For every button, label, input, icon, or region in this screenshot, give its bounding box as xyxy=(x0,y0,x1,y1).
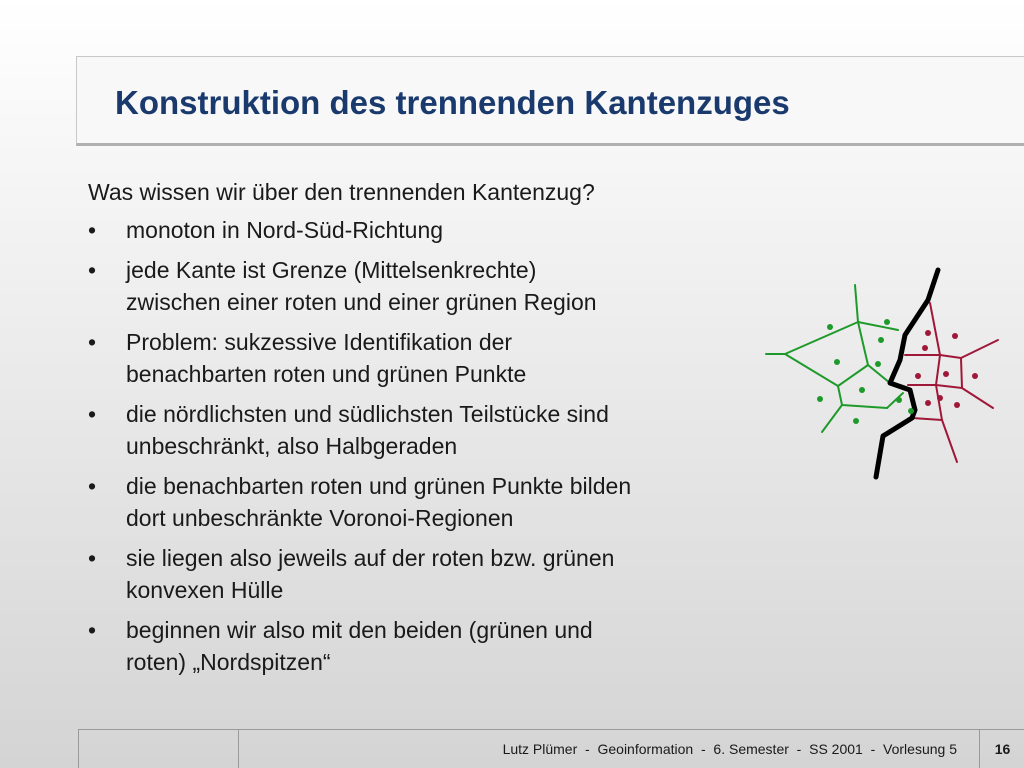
green-point xyxy=(853,418,859,424)
bullet-dot: • xyxy=(88,329,97,355)
footer-text: Lutz Plümer - Geoinformation - 6. Semester - SS 2001 - Vorlesung 5 xyxy=(502,741,957,757)
bullet-item xyxy=(88,542,768,606)
bullet-list xyxy=(88,214,768,678)
bullet-line: roten) „Nordspitzen“ xyxy=(126,649,331,675)
green-point xyxy=(859,387,865,393)
slide-content xyxy=(88,176,768,686)
bullet-dot: • xyxy=(88,617,97,643)
green-points xyxy=(817,319,914,424)
red-points xyxy=(915,330,978,408)
bullet-line: benachbarten roten und grünen Punkte xyxy=(126,361,527,387)
red-point xyxy=(915,373,921,379)
bullet-line: jede Kante ist Grenze (Mittelsenkrechte) xyxy=(126,257,537,283)
green-voronoi-region xyxy=(766,285,903,432)
red-point xyxy=(925,330,931,336)
green-point xyxy=(827,324,833,330)
bullet-line: die benachbarten roten und grünen Punkte bilden xyxy=(126,473,632,499)
bullet-dot: • xyxy=(88,473,97,499)
bullet-dot: • xyxy=(88,257,97,283)
bullet-item xyxy=(88,326,768,390)
bullet-item xyxy=(88,254,768,318)
green-point xyxy=(834,359,840,365)
bullet-line: monoton in Nord-Süd-Richtung xyxy=(126,217,444,243)
bullet-item xyxy=(88,214,768,246)
red-point xyxy=(954,402,960,408)
red-point xyxy=(937,395,943,401)
red-point xyxy=(925,400,931,406)
separating-chain xyxy=(876,270,938,477)
green-point xyxy=(884,319,890,325)
red-voronoi-region xyxy=(905,303,998,462)
bullet-line: zwischen einer roten und einer grünen Region xyxy=(126,289,597,315)
bullet-item xyxy=(88,614,768,678)
bullet-dot: • xyxy=(88,217,97,243)
green-point xyxy=(817,396,823,402)
title-box xyxy=(76,56,1024,146)
slide-title: Konstruktion des trennenden Kantenzuges xyxy=(115,84,790,121)
bullet-line: sie liegen also jeweils auf der roten bzw. grünen xyxy=(126,545,615,571)
green-point xyxy=(875,361,881,367)
footer xyxy=(78,729,1024,768)
bullet-dot: • xyxy=(88,401,97,427)
bullet-item xyxy=(88,398,768,462)
green-point xyxy=(878,337,884,343)
bullet-item xyxy=(88,470,768,534)
green-point xyxy=(908,408,914,414)
footer-left-cell xyxy=(79,730,239,768)
red-point xyxy=(972,373,978,379)
intro-text: Was wissen wir über den trennenden Kantenzug? xyxy=(88,179,595,205)
bullet-dot: • xyxy=(88,545,97,571)
bullet-line: dort unbeschränkte Voronoi-Regionen xyxy=(126,505,514,531)
page-number: 16 xyxy=(979,730,1024,768)
bullet-line: Problem: sukzessive Identifikation der xyxy=(126,329,513,355)
bullet-line: unbeschränkt, also Halbgeraden xyxy=(126,433,458,459)
voronoi-diagram xyxy=(760,262,1010,484)
red-point xyxy=(922,345,928,351)
bullet-line: die nördlichsten und südlichsten Teilstücke sind xyxy=(126,401,609,427)
red-point xyxy=(952,333,958,339)
bullet-line: beginnen wir also mit den beiden (grünen und xyxy=(126,617,593,643)
red-point xyxy=(943,371,949,377)
green-point xyxy=(896,397,902,403)
bullet-line: konvexen Hülle xyxy=(126,577,284,603)
